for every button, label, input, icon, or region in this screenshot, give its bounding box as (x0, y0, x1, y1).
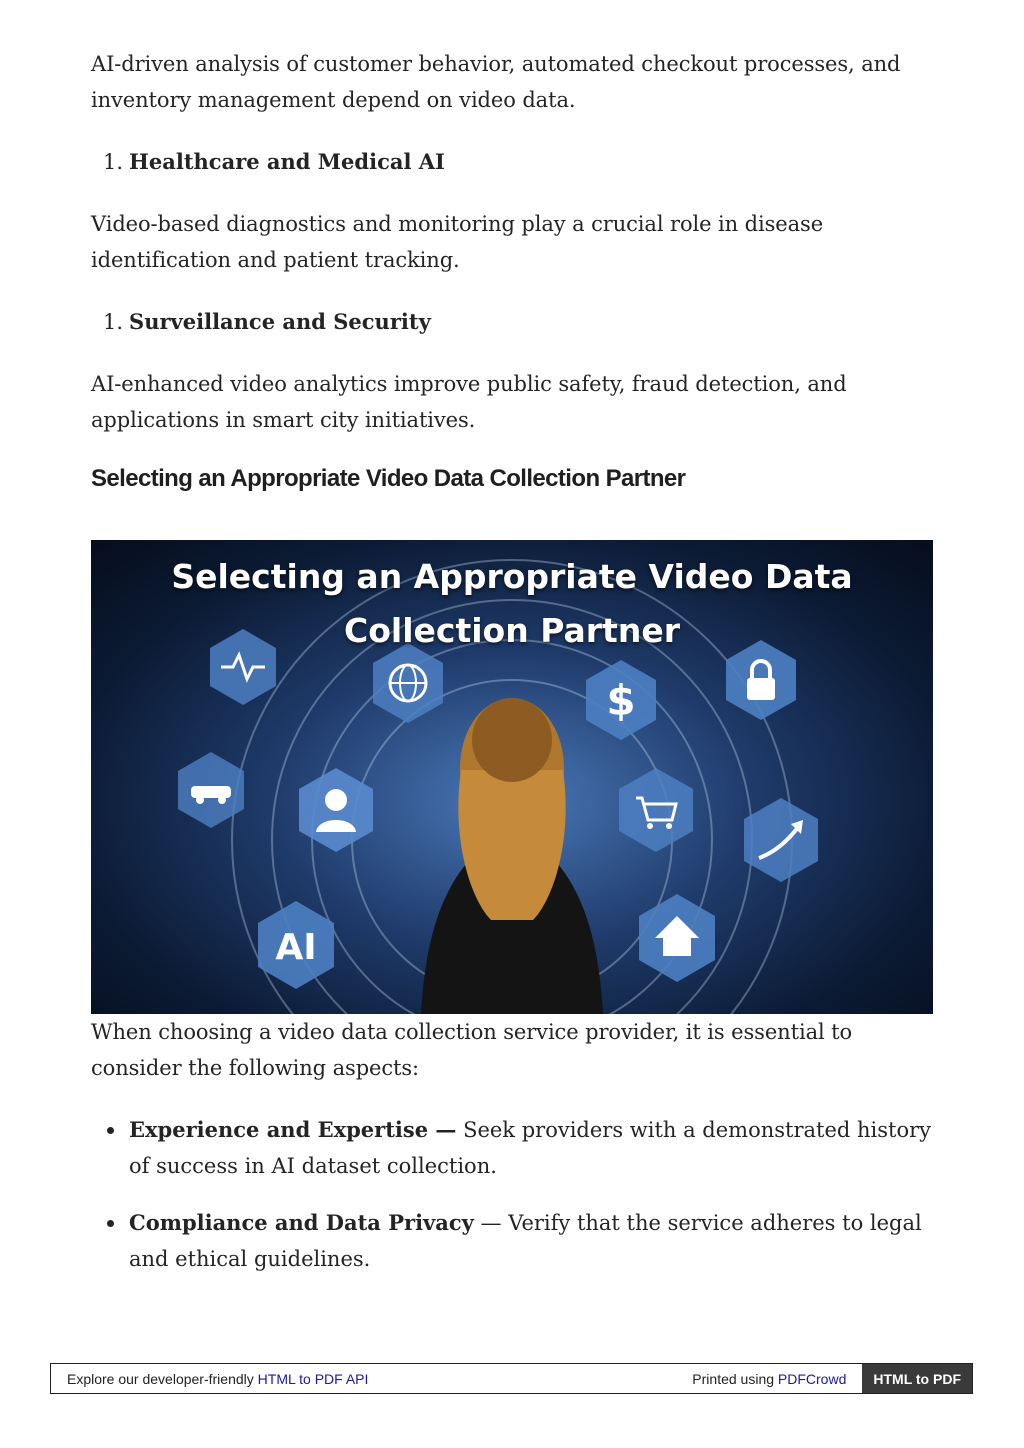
section-heading: Selecting an Appropriate Video Data Collection Partner (91, 465, 686, 492)
hero-title-line-2: Collection Partner (344, 611, 680, 650)
article-body (91, 46, 933, 1298)
list-item-title: Healthcare and Medical AI (129, 149, 445, 174)
surveillance-paragraph: AI-enhanced video analytics improve public safety, fraud detection, and applications in smart city initiatives. (91, 372, 847, 432)
html-to-pdf-api-link[interactable]: HTML to PDF API (257, 1370, 369, 1387)
car-icon (178, 752, 244, 828)
woman-figure (421, 698, 603, 1014)
ai-label: AI (275, 927, 317, 968)
list-number: 1. (103, 310, 124, 334)
healthcare-paragraph: Video-based diagnostics and monitoring play a crucial role in disease identification and patient tracking. (91, 212, 824, 272)
footer-left-text: Explore our developer-friendly (67, 1370, 258, 1387)
bullet-text: — Verify that the service adheres to legal and ethical guidelines. (129, 1211, 922, 1271)
numbered-item-surveillance (103, 304, 933, 340)
home-icon (639, 894, 715, 982)
after-image-paragraph: When choosing a video data collection service provider, it is essential to consider the following aspects: (91, 1020, 853, 1080)
pdfcrowd-footer (50, 1363, 973, 1394)
hero-image (91, 540, 933, 1014)
numbered-item-healthcare (103, 144, 933, 180)
list-item (129, 1205, 933, 1277)
cart-icon (619, 768, 693, 852)
aspects-list (91, 1112, 933, 1277)
footer-right-text: Printed using (692, 1370, 778, 1387)
intro-paragraph: AI-driven analysis of customer behavior, automated checkout processes, and inventory management depend on video data. (91, 52, 901, 112)
html-to-pdf-badge[interactable]: HTML to PDF (862, 1364, 972, 1393)
person-icon (299, 768, 373, 852)
bullet-title: Compliance and Data Privacy (129, 1210, 474, 1235)
dollar-icon (586, 660, 656, 740)
footer-left (51, 1371, 692, 1387)
dollar-label: $ (606, 676, 636, 725)
list-item-title: Surveillance and Security (129, 309, 431, 334)
trend-arrow-icon (744, 798, 818, 882)
bullet-text: Seek providers with a demonstrated history of success in AI dataset collection. (129, 1118, 932, 1178)
list-item (129, 1112, 933, 1184)
list-number: 1. (103, 150, 124, 174)
footer-right (692, 1371, 846, 1387)
ai-icon (258, 901, 334, 989)
pdfcrowd-link[interactable]: PDFCrowd (777, 1370, 847, 1387)
bullet-title: Experience and Expertise — (129, 1117, 457, 1142)
hero-title-line-1: Selecting an Appropriate Video Data (171, 557, 853, 596)
hero-title (91, 550, 933, 658)
